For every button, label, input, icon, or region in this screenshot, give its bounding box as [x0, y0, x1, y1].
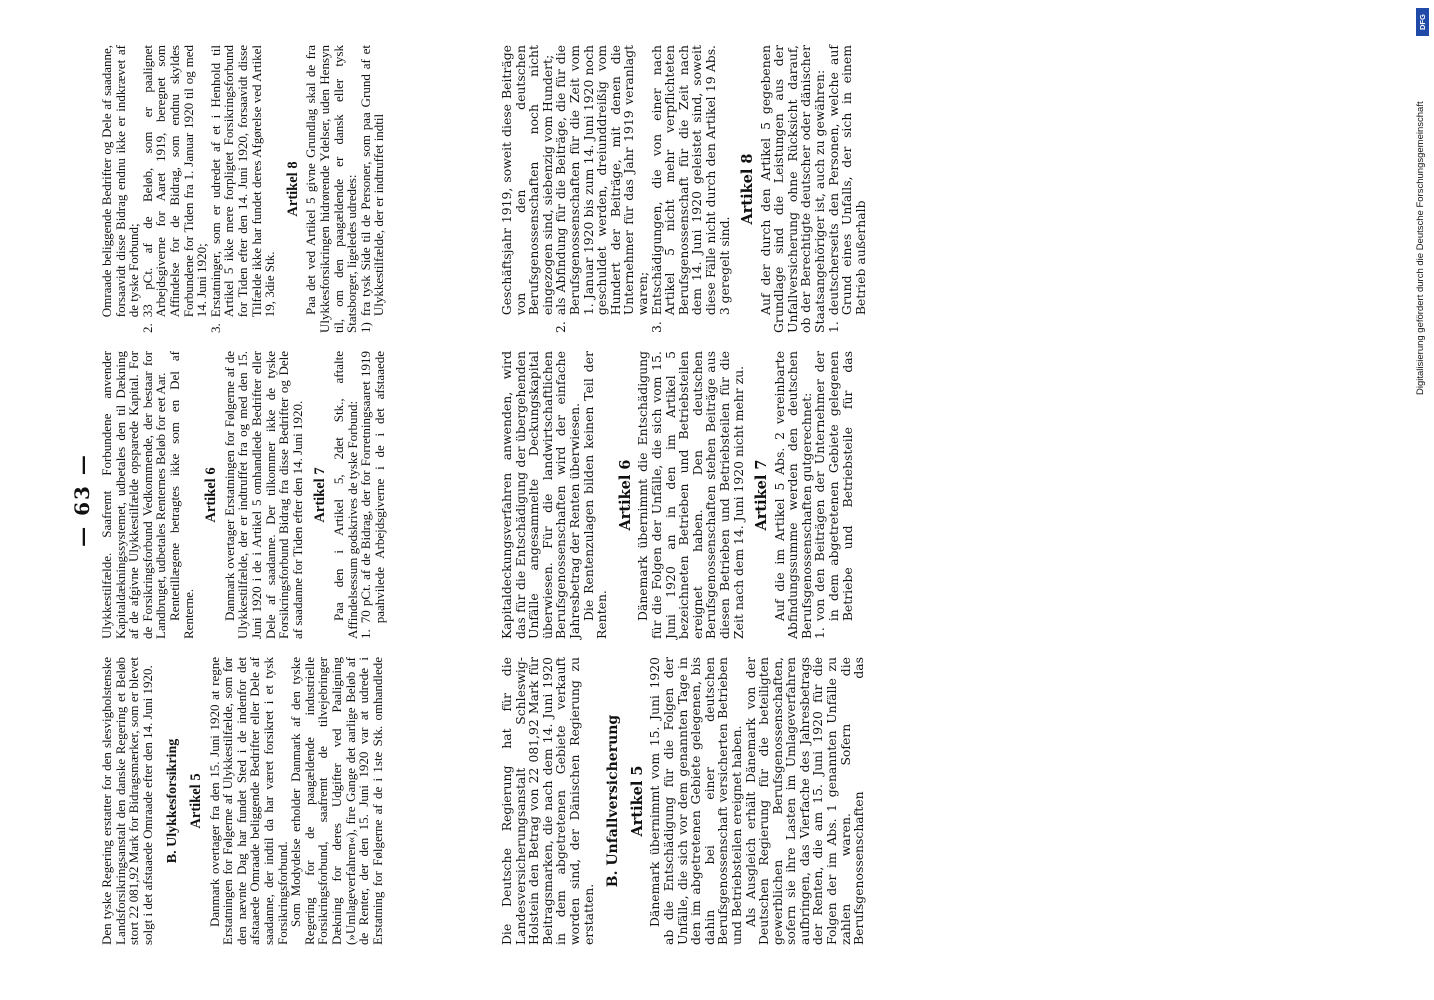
- german-art5-p2: Als Ausgleich erhält Dänemark von der Deutschen Regierung für die beteiligten gewerblichen Berufsgenossenschaften, sofern sie ihre Lasten im Umlageverfahren aufbringen, das Vierfache des Jahresbetrags der Renten, die am 15. Juni 1920 für die Folgen der im Abs. 1 genannten Unfälle zu zahlen waren. Sofern die Berufsgenossenschaften das Kapitaldeckungsverfahren anwenden, wird das für die Entschädigung der übergehenden Unfälle angesammelte Deckungskapital überwiesen. Für die landwirtschaftlichen Berufsgenossenschaften wird der einfache Jahresbetrag der Renten überwiesen.: [499, 351, 867, 945]
- german-art7-heading: Artikel 7: [753, 459, 771, 531]
- danish-art5-p3: Rentetillægene betragtes ikke som en Del af Renterne.: [166, 351, 196, 639]
- german-art6-p1: Dänemark übernimmt die Entschädigung für die Folgen der Unfälle, die sich vom 15. Juni 1920 an in den im Artikel 5 bezeichneten Betrieben und Betriebsteilen ereignet haben. Den deutschen Berufsgenossenschaften stehen Beiträge aus diesen Betrieben und Betriebsteilen für die Zeit nach dem 14. Juni 1920 nicht mehr zu.: [635, 351, 746, 639]
- german-art6-heading: Artikel 6: [616, 459, 634, 531]
- danish-art7-p1: Paa den i Artikel 5, 2det Stk., aftalte Affindelsessum godskrives de tyske Forbund:: [330, 351, 360, 639]
- german-art7-p1: Auf die im Artikel 5 Abs. 2 vereinbarte Abfindungssumme werden den deutschen Berufsgenossenschaften gutgerechnet:: [771, 351, 814, 639]
- german-art8-p1: Auf der durch den Artikel 5 gegebenen Grundlage sind die Leistungen aus der Unfallversicherung ohne Rücksicht darauf, ob der Berechtigte deutscher oder dänischer Staatsangehöriger ist, auch zu gewähren:: [757, 45, 828, 333]
- danish-section-b-heading: B. Ulykkesforsikring: [165, 738, 181, 864]
- danish-art7-heading: Artikel 7: [312, 467, 329, 523]
- list-number: 3.: [207, 323, 223, 333]
- danish-art8-item-1: [359, 45, 386, 333]
- list-text: von den Beiträgen der Unternehmer der in dem abgetretenen Gebiete gelegenen Betriebe und Betriebsteile für das Geschäftsjahr 1919, soweit diese Beiträge von den deutschen Berufsgenossenschaften noch nicht eingezogen sind, siebenzig vom Hundert;: [499, 45, 855, 622]
- list-text: fra tysk Side til de Personer, som paa Grund af et Ulykkestilfælde, der er indtruffet indtil: [357, 45, 387, 317]
- danish-art8-heading: Artikel 8: [284, 161, 301, 217]
- list-number: 1.: [812, 627, 828, 639]
- digitization-sidebar: [1410, 0, 1432, 1000]
- list-text: Entschädigungen, die von einer nach Artikel 5 nicht mehr verpflichteten Berufsgenossenschaft für die Zeit nach dem 14. Juni 1920 geleistet sind, soweit diese Fälle nicht durch den Artikel 19 Abs. 3 geregelt sind.: [648, 45, 732, 316]
- danish-art7-item-2: [141, 45, 209, 333]
- danish-column: [100, 45, 480, 945]
- german-section-b-heading: B. Unfallversicherung: [605, 714, 622, 888]
- list-text: Erstatninger, som er udredet af et i Henhold til Artikel 5 ikke mere forpligtet Forsikringsforbund for Tiden efter den 14. Juni 1920, forsaavidt disse Tilfælde ikke har fundet deres Afgørelse ved Artikel 19, 3die Stk.: [207, 45, 278, 318]
- german-intro: Die Deutsche Regierung hat für die Landesversicherungsanstalt Schleswig-Holstein den Betrag von 22 081,92 Mark für Beitragsmarken, die nach dem 14. Juni 1920 in dem abgetretenen Gebiete verkauft worden sind, der Dänischen Regierung zu erstatten.: [499, 657, 596, 945]
- list-text: deutscherseits den Personen, welche auf Grund eines Unfalls, der sich in einem Betrieb außerhalb: [825, 45, 868, 316]
- list-text: 33 pCt. af de Beløb, som er paalignet Arbejdsgiverne for Aaret 1919, beregnet som Affindelse for de Bidrag, som endnu skyldes Forbundene for Tiden fra 1. Januar 1920 til og med 14. Juni 1920;: [139, 45, 210, 318]
- german-column: [500, 45, 900, 945]
- list-text: 70 pCt. af de Bidrag, der for Forretningsaaret 1919 paahvilede Arbejdsgiverne i de i det afstaaede Omraade beliggende Bedrifter og Dele af saadanne, forsaavidt disse Bidrag endnu ikke er indkrævet af de tyske Forbund;: [99, 45, 387, 624]
- german-art5-p1: Dänemark übernimmt vom 15. Juni 1920 ab die Entschädigung für die Folgen der Unfälle, die sich vor dem genannten Tage in den im abgetretenen Gebiete gelegenen, bis dahin bei einer deutschen Berufsgenossenschaft versicherten Betrieben und Betriebsteilen ereignet haben.: [647, 657, 744, 945]
- german-art5-p3: Die Rentenzulagen bilden keinen Teil der Renten.: [580, 351, 610, 639]
- list-number: 2.: [553, 321, 569, 333]
- list-number: 1): [357, 322, 373, 333]
- dfg-logo: DFG: [1416, 8, 1429, 36]
- danish-art5-p2: Som Modydelse erholder Danmark af den tyske Regering for de paagældende industrielle Forsikringsforbund, saafremt de tilvejebringer Dækning for deres Udgifter ved Paaligning (»Umlageverfahren«), fire Gange det aarlige Beløb af de Renter, der den 15. Juni 1920 var at udrede i Erstatning for Følgerne af de i 1ste Stk. omhandlede Ulykkestilfælde. Saafremt Forbundene anvender Kapitaldækningssystemet, udbetales den til Dækning af de afgivne Ulykkestilfælde opsparede Kapital. For de Forsikringsforbund Vedkommende, der bestaar for Landbruget, udbetales Renternes Beløb for eet Aar.: [99, 351, 385, 945]
- page-number: — 63 —: [70, 453, 94, 547]
- danish-intro: Den tyske Regering erstatter for den slesvigholstenske Landsforsikringsanstalt den danske Regering et Beløb stort 22 081,92 Mark for Bidragsmærker, som er blevet solgt i det afstaaede Omraade efter den 14. Juni 1920.: [99, 657, 155, 945]
- list-number: 1.: [825, 321, 841, 333]
- list-number: 2.: [139, 323, 155, 333]
- danish-art6-heading: Artikel 6: [203, 467, 220, 523]
- danish-art5-p1: Danmark overtager fra den 15. Juni 1920 at regne Erstatningen for Følgerne af Ulykkestilfælde, som før den nævnte Dag har fundet Sted i de indenfor det afstaaede Omraade beliggende Bedrifter eller Dele af saadanne, der indtil da har været forsikret i et tysk Forsikringsforbund.: [206, 657, 290, 945]
- danish-art5-heading: Artikel 5: [187, 773, 204, 829]
- german-art8-item-1: [827, 45, 868, 333]
- german-art7-item-2: [554, 45, 649, 333]
- german-art5-heading: Artikel 5: [628, 765, 646, 837]
- dfg-credit-text: Digitalisierung gefördert durch die Deutsche Forschungsgemeinschaft: [1415, 101, 1426, 395]
- list-number: 3.: [648, 321, 664, 333]
- danish-art8-p1: Paa det ved Artikel 5 givne Grundlag skal de fra Ulykkesforsikringen hidrørende Ydelser, uden Hensyn til, om den paagældende er dansk eller tysk Statsborger, ligeledes udredes:: [303, 45, 360, 333]
- list-number: 1.: [358, 629, 374, 639]
- danish-art7-item-3: [209, 45, 277, 333]
- list-text: als Abfindung für die Beiträge, die für die Berufsgenossenschaften für die Zeit vom 1. Januar 1920 bis zum 14. Juni 1920 noch geschuldet werden, dreiunddreißig vom Hundert der Beiträge, mit denen die Unternehmer für das Jahr 1919 veranlagt waren;: [553, 45, 650, 316]
- german-art7-item-3: [650, 45, 732, 333]
- german-art8-heading: Artikel 8: [739, 153, 757, 225]
- danish-art6-p1: Danmark overtager Erstatningen for Følgerne af de Ulykkestilfælde, der er indtruffet fra og med den 15. Juni 1920 i de i Artikel 5 omhandlede Bedrifter eller Dele af saadanne. Der tilkommer ikke de tyske Forsikringsforbund Bidrag fra disse Bedrifter og Dele af saadanne for Tiden efter den 14. Juni 1920.: [221, 351, 305, 639]
